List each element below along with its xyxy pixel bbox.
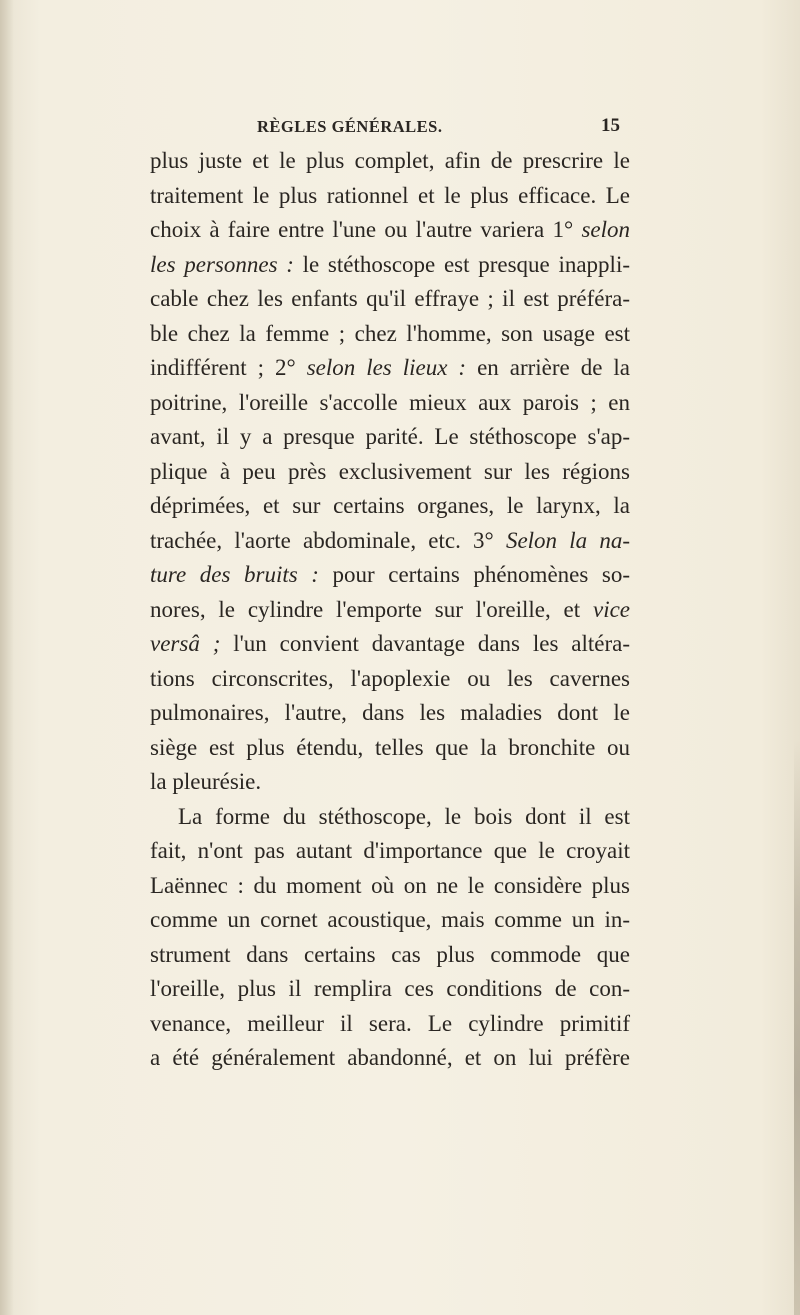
page-binding-shadow: [0, 0, 14, 1315]
body-text: [150, 144, 630, 1076]
text-line: La forme du stéthoscope, le bois dont il est: [178, 803, 630, 829]
text-line: siège est plus étendu, telles que la bronchite ou: [150, 734, 630, 760]
text-line: pulmonaires, l'autre, dans les maladies dont le: [150, 700, 630, 725]
page-edge-shadow: [794, 740, 800, 1315]
text-line: trachée, l'aorte abdominale, etc. 3° Selon la na-: [150, 527, 631, 553]
text-line: indifférent ; 2° selon les lieux : en arrière de la: [150, 355, 631, 380]
text-line: ble chez la femme ; chez l'homme, son usage est: [150, 320, 630, 346]
page-header: [150, 117, 625, 141]
text-line: nores, le cylindre l'emporte sur l'oreille, et vice: [150, 596, 631, 622]
running-title: RÈGLES GÉNÉRALES.: [257, 117, 443, 136]
text-line: l'oreille, plus il remplira ces conditions de con-: [150, 976, 630, 1001]
text-line: comme un cornet acoustique, mais comme un in-: [150, 907, 630, 932]
text-line: cable chez les enfants qu'il effraye ; il est préféra-: [150, 286, 630, 311]
text-line: a été généralement abandonné, et on lui préfère: [150, 1045, 630, 1070]
text-line: poitrine, l'oreille s'accolle mieux aux parois ; en: [150, 389, 630, 415]
text-line: venance, meilleur il sera. Le cylindre primitif: [150, 1010, 630, 1036]
text-line: choix à faire entre l'une ou l'autre variera 1° selon: [150, 217, 630, 242]
text-line: la pleurésie.: [150, 769, 262, 794]
text-line: les personnes : le stéthoscope est presque inappli-: [150, 251, 630, 277]
text-line: plus juste et le plus complet, afin de prescrire le: [150, 148, 630, 173]
text-line: Laënnec : du moment où on ne le considère plus: [150, 872, 630, 898]
text-line: strument dans certains cas plus commode que: [150, 941, 630, 967]
text-line: versâ ; l'un convient davantage dans les altéra-: [150, 631, 630, 656]
text-line: déprimées, et sur certains organes, le larynx, la: [150, 493, 630, 518]
text-line: avant, il y a presque parité. Le stéthoscope s'ap-: [150, 424, 630, 449]
text-line: tions circonscrites, l'apoplexie ou les cavernes: [150, 665, 630, 691]
text-line: ture des bruits : pour certains phénomènes so-: [150, 562, 630, 587]
page-number: 15: [601, 115, 620, 136]
text-line: fait, n'ont pas autant d'importance que le croyait: [150, 838, 630, 863]
text-line: plique à peu près exclusivement sur les régions: [150, 458, 630, 484]
text-line: traitement le plus rationnel et le plus efficace. Le: [150, 182, 630, 208]
